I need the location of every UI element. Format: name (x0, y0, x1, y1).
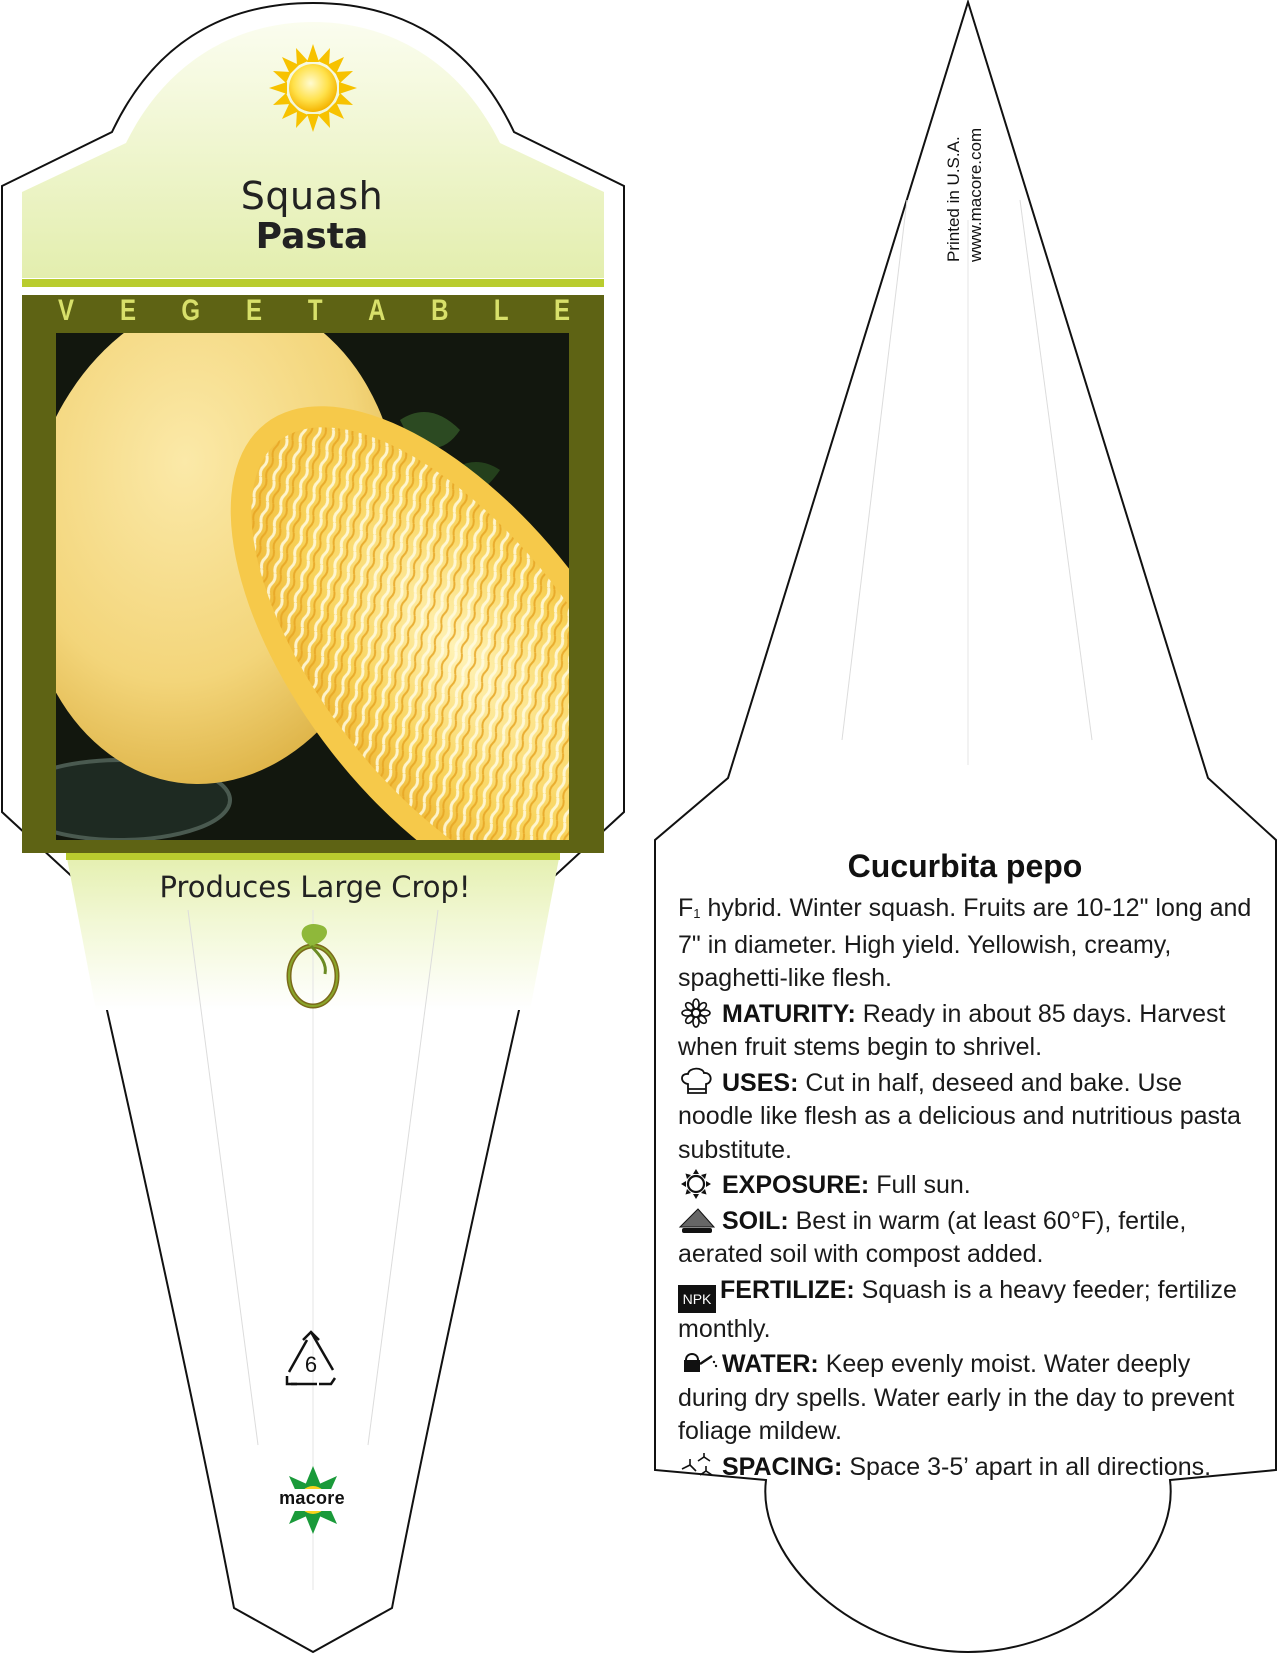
recycle-number: 6 (304, 1352, 318, 1377)
water-section: WATER: Keep evenly moist. Water deeply during dry spells. Water early in the day to prevent foliage mildew. (678, 1350, 1235, 1445)
spacing-section: SPACING: Space 3-5’ apart in all directions. (678, 1451, 1258, 1485)
watering-can-icon (678, 1348, 718, 1378)
uses-section: USES: Cut in half, deseed and bake. Use noodle like flesh as a delicious and nutritious pasta substitute. (678, 1068, 1241, 1164)
website: www.macore.com (966, 127, 985, 262)
category-banner (56, 296, 572, 326)
intro-text: $F_1$ hybrid. Winter squash. Fruits are 10-12" long and 7" in diameter. High yield. Yellowish, creamy, spaghetti-like flesh. (678, 894, 1252, 992)
full-sun-icon (269, 44, 357, 132)
sun-icon (678, 1169, 718, 1199)
chef-hat-icon (678, 1067, 718, 1097)
slogan: Produces Large Crop! (159, 870, 471, 904)
soil-section: SOIL: Best in warm (at least 60°F), fertile, aerated soil with compost added. (678, 1206, 1187, 1268)
category-letter: L (493, 294, 509, 327)
category-letter: V (58, 294, 75, 327)
category-letter: E (553, 294, 570, 327)
fertilize-section: NPK FERTILIZE: Squash is a heavy feeder; fertilize monthly. (678, 1275, 1237, 1343)
npk-icon: NPK (678, 1285, 716, 1313)
category-letter: T (307, 294, 323, 327)
spacing-icon (678, 1451, 718, 1481)
brand-name: macore (279, 1488, 345, 1508)
printed-in: Printed in U.S.A. (944, 136, 963, 262)
category-letter: A (367, 294, 386, 327)
care-instructions (678, 892, 1258, 1486)
flower-icon (678, 998, 718, 1028)
category-letter: G (181, 294, 201, 327)
exposure-section: EXPOSURE: Full sun. (678, 1169, 1258, 1203)
category-letter: E (119, 294, 136, 327)
scientific-name: Cucurbita pepo (847, 848, 1083, 884)
variety-name: Pasta (255, 216, 369, 257)
category-letter: E (246, 294, 263, 327)
soil-icon (678, 1205, 718, 1235)
plant-name: Squash (240, 174, 384, 218)
category-letter: B (430, 294, 449, 327)
maturity-section: MATURITY: Ready in about 85 days. Harvest when fruit stems begin to shrivel. (678, 999, 1226, 1061)
